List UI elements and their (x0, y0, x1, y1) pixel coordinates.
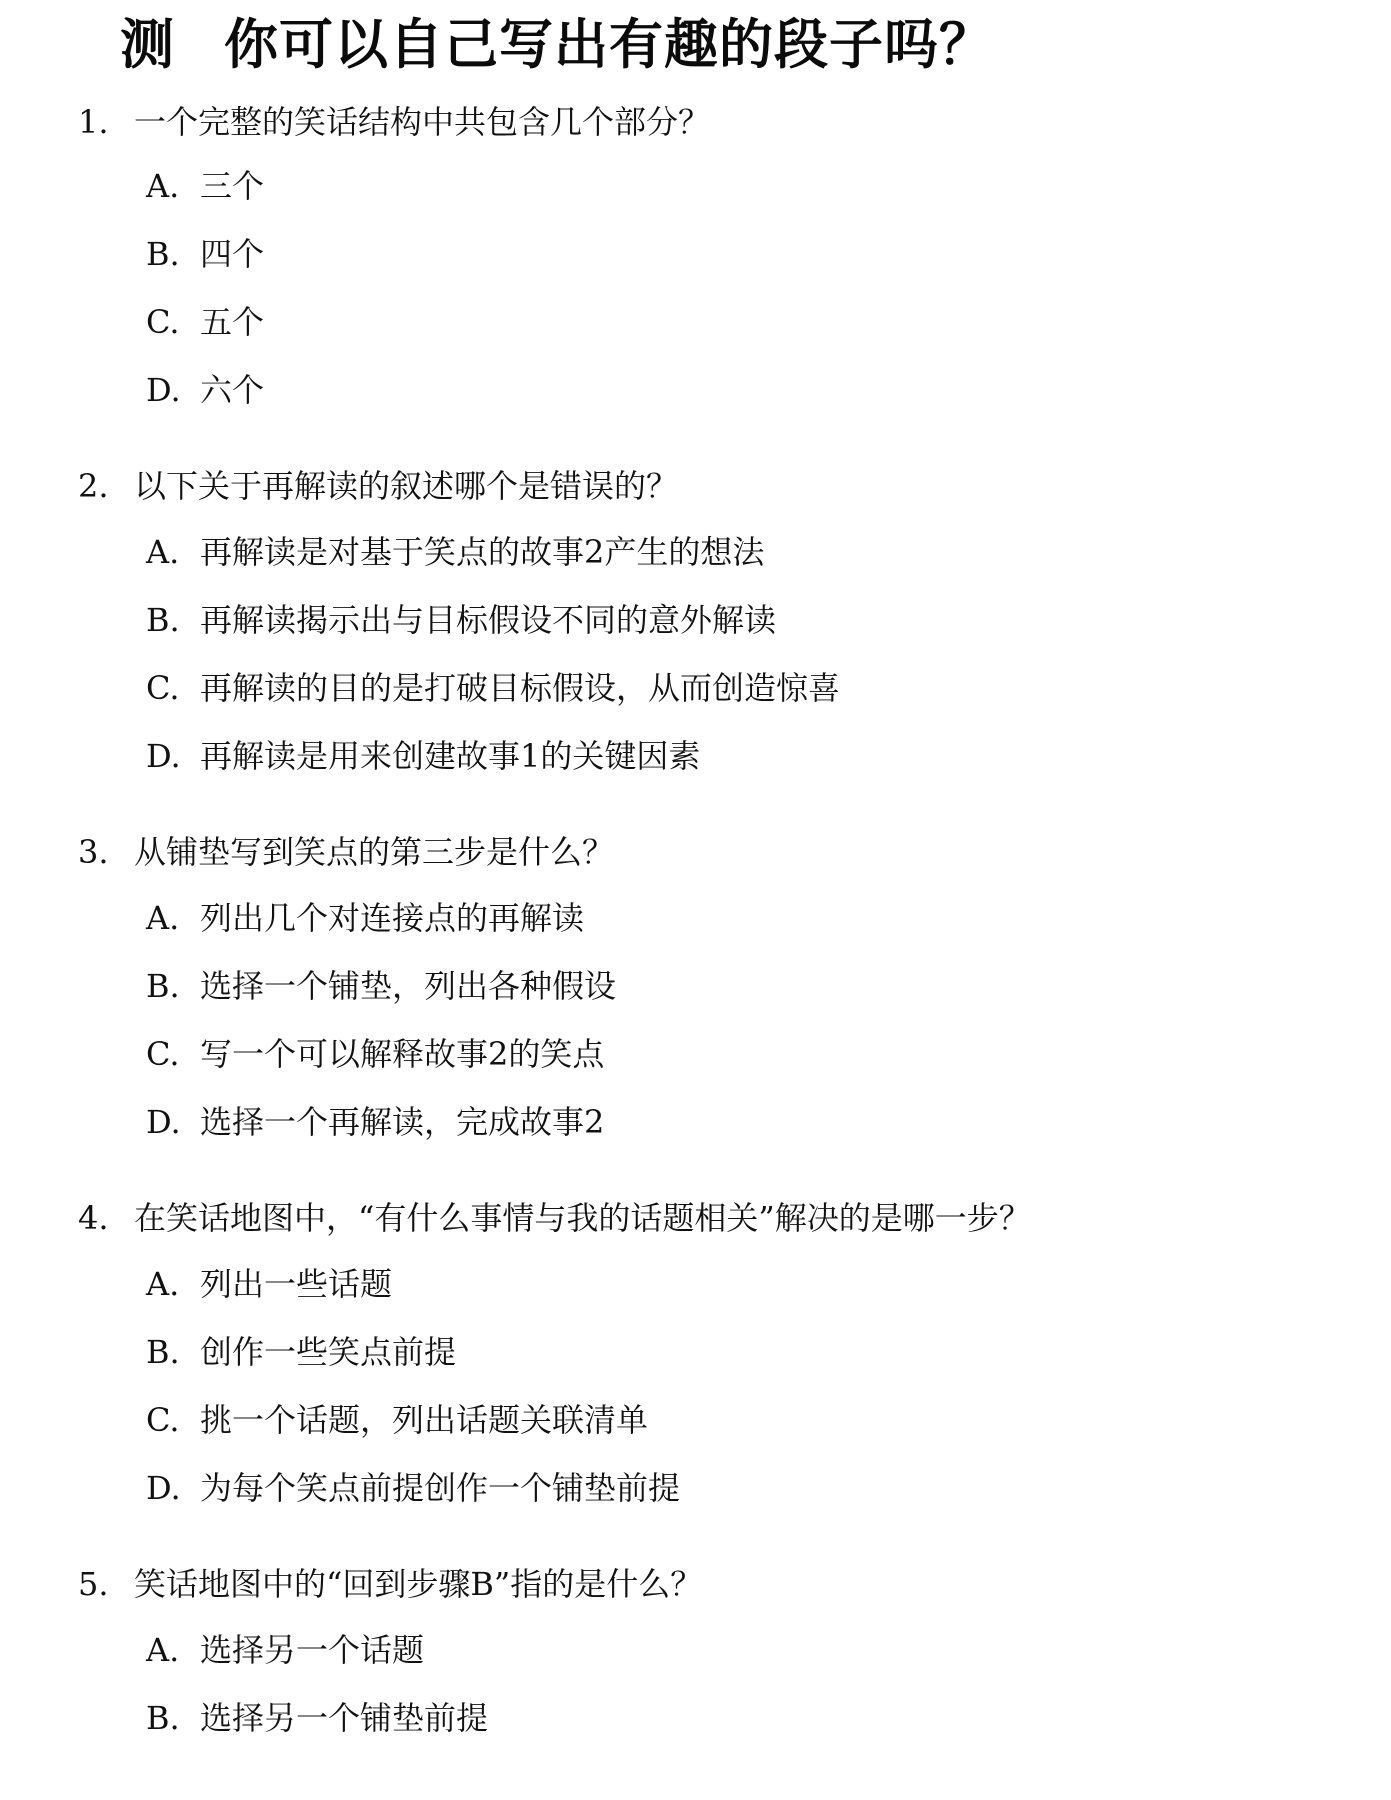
option-4a[interactable] (146, 1264, 392, 1304)
option-text: 为每个笑点前提创作一个铺垫前提 (200, 1469, 681, 1507)
option-text: 四个 (200, 235, 265, 273)
option-5a[interactable] (146, 1630, 424, 1670)
option-letter: B. (146, 601, 180, 639)
question-2 (78, 466, 678, 506)
option-letter: B. (146, 1333, 180, 1371)
option-letter: A. (146, 899, 180, 937)
option-text: 再解读揭示出与目标假设不同的意外解读 (200, 601, 777, 639)
option-3c[interactable] (146, 1034, 604, 1074)
option-letter: B. (146, 1699, 180, 1737)
option-text: 选择一个再解读，完成故事2 (200, 1103, 605, 1141)
option-1d[interactable] (146, 370, 264, 410)
option-text: 列出一些话题 (200, 1265, 393, 1303)
option-letter: C. (146, 1401, 180, 1439)
option-text: 三个 (200, 167, 265, 205)
question-number: 4. (78, 1199, 109, 1237)
option-text: 再解读是用来创建故事1的关键因素 (200, 737, 701, 775)
option-letter: B. (146, 967, 180, 1005)
question-number: 1. (78, 103, 109, 141)
option-1b[interactable] (146, 234, 264, 274)
option-4c[interactable] (146, 1400, 648, 1440)
option-letter: D. (146, 737, 181, 775)
option-letter: A. (146, 1265, 180, 1303)
option-text: 五个 (200, 303, 265, 341)
option-letter: B. (146, 235, 180, 273)
question-4 (78, 1198, 1031, 1238)
option-4b[interactable] (146, 1332, 456, 1372)
option-2b[interactable] (146, 600, 776, 640)
option-text: 创作一些笑点前提 (200, 1333, 457, 1371)
question-number: 2. (78, 467, 109, 505)
question-1 (78, 102, 710, 142)
option-letter: C. (146, 303, 180, 341)
option-text: 再解读是对基于笑点的故事2产生的想法 (200, 533, 765, 571)
option-text: 选择另一个话题 (200, 1631, 425, 1669)
question-5 (78, 1564, 702, 1604)
question-text: 一个完整的笑话结构中共包含几个部分？ (134, 103, 711, 141)
option-text: 选择一个铺垫，列出各种假设 (200, 967, 617, 1005)
option-1c[interactable] (146, 302, 264, 342)
option-2d[interactable] (146, 736, 700, 776)
option-letter: D. (146, 1469, 181, 1507)
option-text: 六个 (200, 371, 265, 409)
option-text: 选择另一个铺垫前提 (200, 1699, 489, 1737)
option-4d[interactable] (146, 1468, 680, 1508)
option-letter: C. (146, 669, 180, 707)
option-letter: D. (146, 1103, 181, 1141)
option-letter: A. (146, 167, 180, 205)
option-3b[interactable] (146, 966, 616, 1006)
title-tag: 测 (120, 13, 175, 76)
option-5b[interactable] (146, 1698, 488, 1738)
option-1a[interactable] (146, 166, 264, 206)
question-text: 以下关于再解读的叙述哪个是错误的？ (134, 467, 679, 505)
question-text: 笑话地图中的“回到步骤B”指的是什么？ (134, 1565, 703, 1603)
question-text: 从铺垫写到笑点的第三步是什么？ (134, 833, 615, 871)
option-letter: C. (146, 1035, 180, 1073)
question-3 (78, 832, 614, 872)
option-text: 挑一个话题，列出话题关联清单 (200, 1401, 649, 1439)
option-2c[interactable] (146, 668, 840, 708)
option-text: 再解读的目的是打破目标假设，从而创造惊喜 (200, 669, 841, 707)
title-text: 你可以自己写出有趣的段子吗？ (224, 13, 994, 76)
option-letter: A. (146, 533, 180, 571)
question-number: 5. (78, 1565, 109, 1603)
option-text: 列出几个对连接点的再解读 (200, 899, 585, 937)
option-text: 写一个可以解释故事2的笑点 (200, 1035, 605, 1073)
option-letter: D. (146, 371, 181, 409)
page-title (120, 8, 994, 82)
option-3d[interactable] (146, 1102, 604, 1142)
option-3a[interactable] (146, 898, 584, 938)
question-text: 在笑话地图中，“有什么事情与我的话题相关”解决的是哪一步？ (134, 1199, 1031, 1237)
question-number: 3. (78, 833, 109, 871)
option-2a[interactable] (146, 532, 764, 572)
option-letter: A. (146, 1631, 180, 1669)
